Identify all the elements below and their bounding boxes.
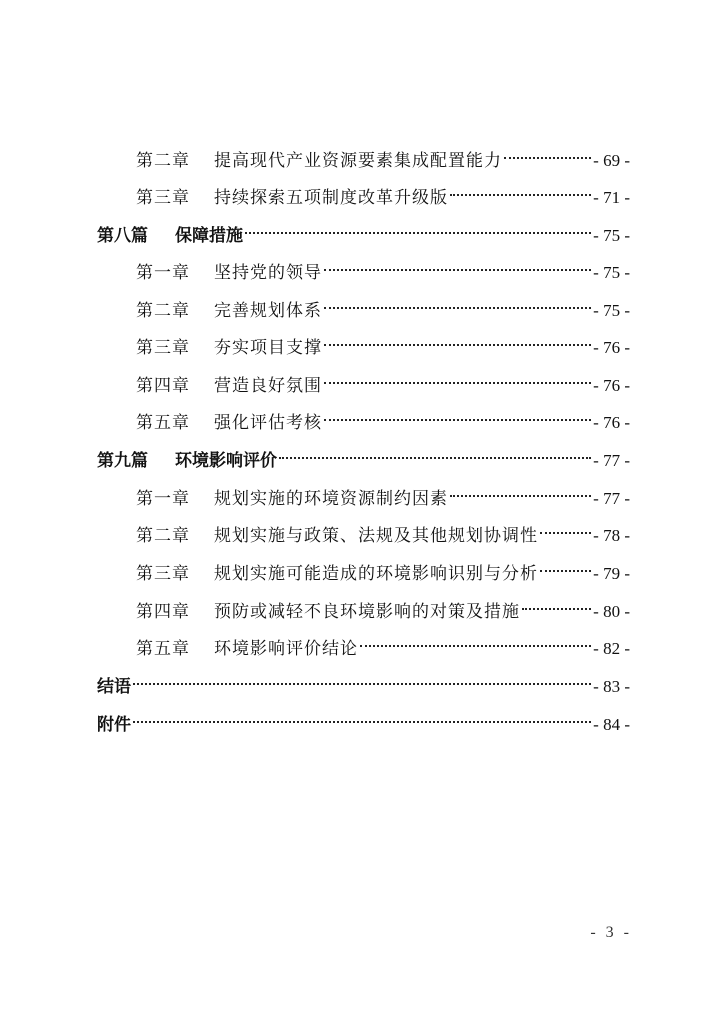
toc-entry-title: 环境影响评价结论 — [214, 639, 358, 659]
page-number: - 3 - — [590, 924, 632, 941]
toc-leader-dots — [360, 628, 591, 654]
toc-entry-title: 强化评估考核 — [214, 413, 322, 433]
toc-entry-page: - 71 - — [593, 188, 630, 207]
toc-leader-dots — [540, 515, 591, 541]
toc-entry[interactable] — [136, 591, 630, 622]
toc-leader-dots — [324, 252, 591, 278]
toc-entry-page: - 76 - — [593, 338, 630, 357]
toc-entry-title: 附件 — [97, 715, 131, 735]
toc-entry-title: 夯实项目支撑 — [214, 338, 322, 358]
toc-appendix-entry[interactable] — [97, 704, 630, 735]
toc-part-entry[interactable] — [97, 440, 630, 471]
toc-entry-page: - 78 - — [593, 526, 630, 545]
toc-entry-number: 第四章 — [136, 376, 190, 396]
toc-leader-dots — [133, 704, 591, 730]
toc-leader-dots — [522, 591, 591, 617]
toc-entry-title: 规划实施与政策、法规及其他规划协调性 — [214, 526, 538, 546]
toc-entry-page: - 75 - — [593, 226, 630, 245]
toc-entry-number: 第二章 — [136, 151, 190, 171]
toc-leader-dots — [324, 290, 591, 316]
toc-entry-number: 第五章 — [136, 639, 190, 659]
toc-entry-title: 预防或减轻不良环境影响的对策及措施 — [214, 602, 520, 622]
toc-entry-page: - 77 - — [593, 489, 630, 508]
toc-entry-page: - 75 - — [593, 301, 630, 320]
toc-entry-title: 提高现代产业资源要素集成配置能力 — [214, 151, 502, 171]
toc-entry-number: 第三章 — [136, 188, 190, 208]
toc-entry-number: 第一章 — [136, 263, 190, 283]
toc-entry-number: 第九篇 — [97, 451, 148, 471]
toc-entry-page: - 80 - — [593, 602, 630, 621]
toc-entry-page: - 79 - — [593, 564, 630, 583]
toc-entry-title: 规划实施可能造成的环境影响识别与分析 — [214, 564, 538, 584]
toc-entry-page: - 69 - — [593, 151, 630, 170]
toc-entry-page: - 84 - — [593, 715, 630, 734]
toc-entry-title: 环境影响评价 — [175, 451, 277, 471]
toc-leader-dots — [245, 215, 591, 241]
toc-entry-title: 坚持党的领导 — [214, 263, 322, 283]
toc-leader-dots — [504, 140, 591, 166]
toc-entry-page: - 83 - — [593, 677, 630, 696]
toc-leader-dots — [324, 365, 591, 391]
toc-entry-page: - 77 - — [593, 451, 630, 470]
toc-entry-title: 保障措施 — [175, 226, 243, 246]
toc-entry[interactable] — [136, 478, 630, 509]
toc-closing-entry[interactable] — [97, 666, 630, 697]
toc-leader-dots — [450, 177, 591, 203]
toc-entry-number: 第四章 — [136, 602, 190, 622]
toc-part-entry[interactable] — [97, 215, 630, 246]
toc-entry[interactable] — [136, 252, 630, 283]
toc-entry-number: 第二章 — [136, 526, 190, 546]
toc-entry-page: - 76 - — [593, 413, 630, 432]
toc-entry-title: 完善规划体系 — [214, 301, 322, 321]
toc-leader-dots — [324, 402, 591, 428]
toc-entry[interactable] — [136, 140, 630, 171]
toc-entry-number: 第三章 — [136, 564, 190, 584]
toc-entry-page: - 76 - — [593, 376, 630, 395]
toc-entry-title: 持续探索五项制度改革升级版 — [214, 188, 448, 208]
toc-entry[interactable] — [136, 327, 630, 358]
toc-entry[interactable] — [136, 402, 630, 433]
toc-leader-dots — [324, 327, 591, 353]
toc-entry-title: 规划实施的环境资源制约因素 — [214, 489, 448, 509]
toc-entry[interactable] — [136, 365, 630, 396]
toc-entry[interactable] — [136, 628, 630, 659]
toc-entry-page: - 82 - — [593, 639, 630, 658]
toc-entry[interactable] — [136, 515, 630, 546]
toc-entry-number: 第五章 — [136, 413, 190, 433]
toc-leader-dots — [450, 478, 591, 504]
toc-entry[interactable] — [136, 290, 630, 321]
toc-entry-number: 第八篇 — [97, 226, 148, 246]
toc-entry-number: 第一章 — [136, 489, 190, 509]
toc-leader-dots — [133, 666, 591, 692]
toc-entry-page: - 75 - — [593, 263, 630, 282]
toc-entry[interactable] — [136, 177, 630, 208]
toc-entry-title: 结语 — [97, 677, 131, 697]
toc-leader-dots — [540, 553, 591, 579]
toc-entry-title: 营造良好氛围 — [214, 376, 322, 396]
toc-entry-number: 第二章 — [136, 301, 190, 321]
toc-entry[interactable] — [136, 553, 630, 584]
toc-entry-number: 第三章 — [136, 338, 190, 358]
toc-leader-dots — [279, 440, 591, 466]
